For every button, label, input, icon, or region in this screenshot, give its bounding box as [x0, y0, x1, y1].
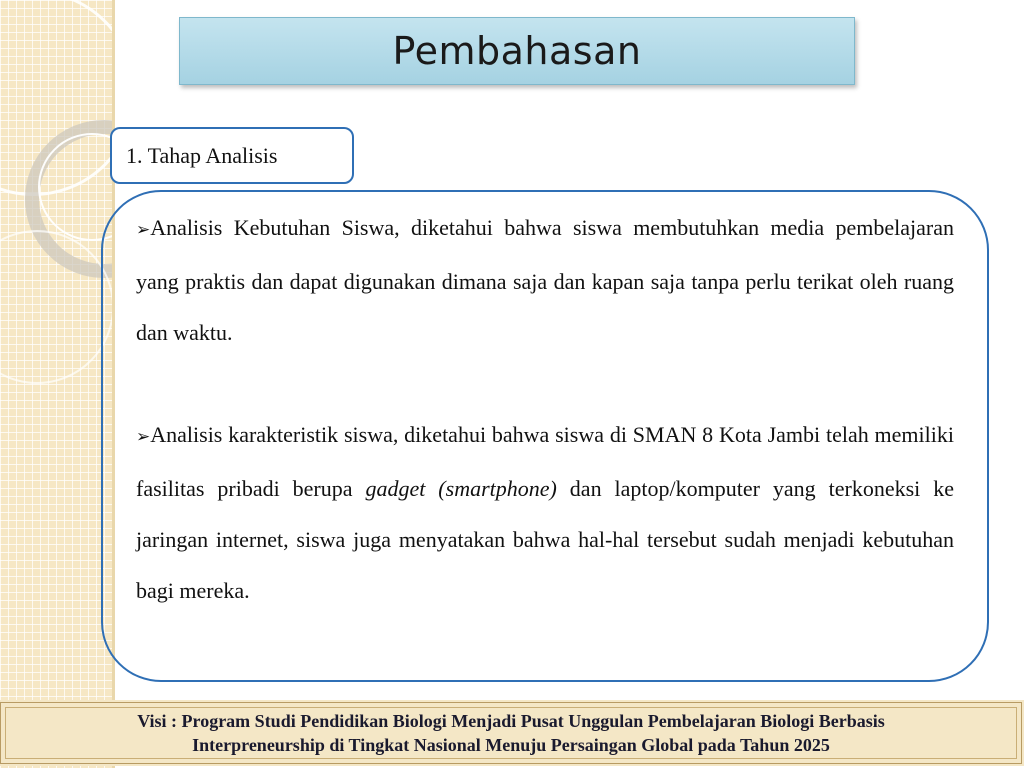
section-label-box [110, 127, 354, 184]
title-bar [179, 17, 855, 85]
arrow-bullet-icon: ➢ [136, 220, 151, 240]
bullet-paragraph [136, 409, 954, 616]
bullet-text: dan laptop/komputer yang terkoneksi ke jaringan internet, siswa juga menyatakan bahwa hal-hal tersebut sudah menjadi kebutuhan bagi mereka. [136, 476, 954, 603]
slide-title: Pembahasan [392, 29, 642, 73]
paragraph-spacer [136, 358, 954, 409]
footer-line-2: Interpreneurship di Tingkat Nasional Menuju Persaingan Global pada Tahun 2025 [192, 735, 830, 755]
bullet-paragraph [136, 202, 954, 358]
footer-line-1: Visi : Program Studi Pendidikan Biologi Menjadi Pusat Unggulan Pembelajaran Biologi Berbasis [137, 711, 885, 731]
content-text [136, 202, 954, 616]
vision-footer [0, 702, 1022, 764]
bullet-text: Analisis Kebutuhan Siswa, diketahui bahwa siswa membutuhkan media pembelajaran yang praktis dan dapat digunakan dimana saja dan kapan saja tanpa perlu terikat oleh ruang dan waktu. [136, 215, 954, 345]
decorative-side-panel [0, 0, 112, 768]
section-label: 1. Tahap Analisis [126, 142, 278, 168]
bullet-italic-text: gadget (smartphone) [365, 476, 557, 501]
bullet-text: Analisis karakteristik siswa, diketahui bahwa siswa di SMAN 8 Kota Jambi telah memiliki fasilitas pribadi berupa [136, 422, 954, 501]
footer-inner-border [5, 707, 1017, 759]
arrow-bullet-icon: ➢ [136, 427, 151, 447]
